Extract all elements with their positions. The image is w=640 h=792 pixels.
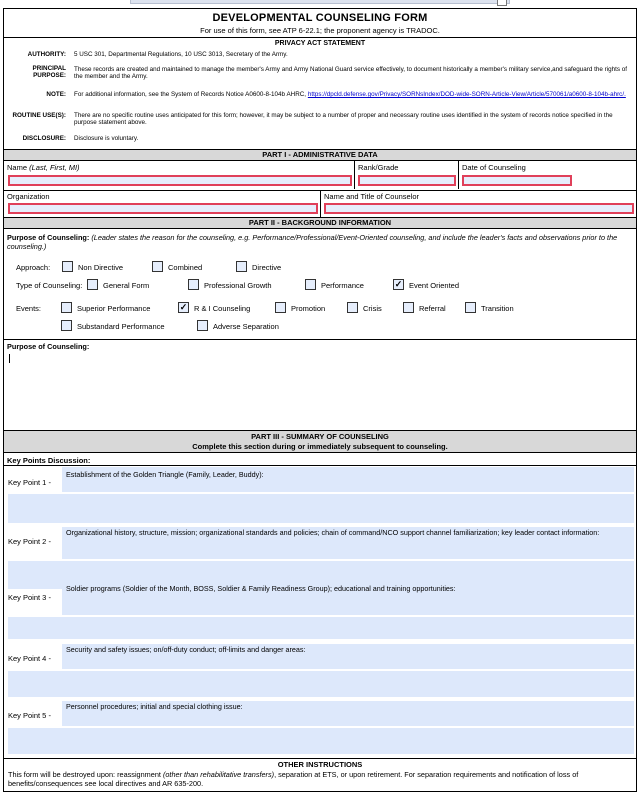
name-hint: (Last, First, MI) (29, 163, 80, 172)
divider (4, 37, 636, 38)
option-crisis: Crisis (363, 304, 382, 313)
option-referral: Referral (419, 304, 446, 313)
viewer-top-toolbar (130, 0, 510, 4)
checkbox-event-oriented[interactable]: ✓ (394, 279, 403, 289)
key-point-1-notes-field[interactable] (8, 494, 634, 523)
toolbar-dropdown-icon[interactable] (497, 0, 507, 6)
key-point-1-text: Establishment of the Golden Triangle (Family, Leader, Buddy): (66, 470, 264, 479)
option-non-directive: Non Directive (78, 263, 124, 272)
purpose-instructions (7, 233, 635, 251)
part3-title: PART III - SUMMARY OF COUNSELING (251, 432, 389, 441)
other-text-2: , separation at ETS, or upon retirement. For separation requirements and notification of loss of benefits/consequences see local directives and AR 635-200. (8, 770, 579, 788)
divider (4, 758, 636, 759)
option-adverse-separation: Adverse Separation (213, 322, 279, 331)
key-point-5-notes-field[interactable] (8, 728, 634, 754)
key-point-2-label: Key Point 2 - (8, 537, 51, 546)
routine-uses-text: There are no specific routine uses anticipated for this form; however, it may be subject to a number of proper and necessary routine uses identified in the system of records notice specified in the purpose statement above. (74, 112, 613, 126)
checkbox-combined[interactable] (152, 261, 163, 272)
divider (458, 161, 459, 189)
checkbox-superior-performance[interactable] (61, 302, 72, 313)
option-combined: Combined (168, 263, 203, 272)
authority-text: 5 USC 301, Departmental Regulations, 10 USC 3013, Secretary of the Army. (74, 51, 288, 58)
disclosure-label: DISCLOSURE: (22, 135, 66, 142)
key-point-3-label: Key Point 3 - (8, 593, 51, 602)
option-event-oriented: Event Oriented (409, 281, 460, 290)
part3-subtitle: Complete this section during or immediately subsequent to counseling. (192, 442, 448, 451)
other-text-1: This form will be destroyed upon: reassignment (8, 770, 163, 779)
divider (320, 190, 321, 218)
key-point-3-text: Soldier programs (Soldier of the Month, BOSS, Soldier & Family Readiness Group); educational and training opportunities: (66, 584, 456, 593)
date-label: Date of Counseling (462, 163, 526, 172)
approach-label: Approach: (16, 263, 51, 272)
checkbox-professional-growth[interactable] (188, 279, 199, 290)
key-point-3-notes-field[interactable] (8, 617, 634, 639)
key-point-1-label: Key Point 1 - (8, 478, 51, 487)
name-label: Name (7, 163, 28, 172)
checkbox-non-directive[interactable] (62, 261, 73, 272)
key-point-2-text: Organizational history, structure, mission; organizational standards and policies; chain of command/NCO support channel familiarization; key leader contact information: (66, 528, 600, 537)
checkbox-r-and-i-counseling[interactable]: ✓ (179, 302, 188, 312)
purpose-instr-label: Purpose of Counseling: (7, 233, 90, 242)
purpose-label: PRINCIPAL PURPOSE: (32, 65, 66, 79)
checkbox-substandard-performance[interactable] (61, 320, 72, 331)
note-label: NOTE: (46, 91, 66, 98)
date-input[interactable] (462, 175, 572, 186)
name-input[interactable] (8, 175, 352, 186)
other-text-italic: (other than rehabilitative transfers) (162, 770, 275, 779)
routine-uses-label: ROUTINE USE(S): (12, 112, 66, 119)
option-superior-performance: Superior Performance (77, 304, 151, 313)
counseling-form (3, 8, 637, 792)
purpose-text: These records are created and maintained to manage the member's Army and Army National Guard service effectively, to document historically a member's military service,and safeguard the rights of the member and the Army. (74, 66, 628, 80)
authority-label: AUTHORITY: (27, 51, 66, 58)
option-directive: Directive (252, 263, 282, 272)
checkbox-promotion[interactable] (275, 302, 286, 313)
divider (4, 339, 636, 340)
counselor-input[interactable] (324, 203, 634, 214)
other-instructions-text (8, 770, 634, 788)
disclosure-text: Disclosure is voluntary. (74, 135, 139, 142)
note-body: For additional information, see the System of Records Notice A0600-8-104b AHRC, (74, 91, 307, 98)
option-general-form: General Form (103, 281, 150, 290)
option-performance: Performance (321, 281, 364, 290)
organization-label: Organization (7, 192, 50, 201)
option-promotion: Promotion (291, 304, 326, 313)
form-subtitle: For use of this form, see ATP 6-22.1; the proponent agency is TRADOC. (200, 26, 440, 35)
key-points-heading: Key Points Discussion: (7, 456, 91, 465)
checkbox-referral[interactable] (403, 302, 414, 313)
events-label: Events: (16, 304, 42, 313)
organization-input[interactable] (8, 203, 318, 214)
key-point-4-label: Key Point 4 - (8, 654, 51, 663)
note-text (74, 91, 634, 98)
part2-heading: PART II - BACKGROUND INFORMATION (4, 217, 636, 229)
option-transition: Transition (481, 304, 514, 313)
rank-input[interactable] (358, 175, 456, 186)
privacy-heading: PRIVACY ACT STATEMENT (274, 40, 366, 47)
text-cursor (9, 354, 10, 363)
option-r-and-i-counseling: R & I Counseling (194, 304, 251, 313)
part1-heading: PART I - ADMINISTRATIVE DATA (4, 149, 636, 161)
checkbox-adverse-separation[interactable] (197, 320, 208, 331)
checkbox-directive[interactable] (236, 261, 247, 272)
form-title: DEVELOPMENTAL COUNSELING FORM (212, 12, 428, 24)
other-instructions-heading: OTHER INSTRUCTIONS (277, 760, 363, 769)
key-point-5-label: Key Point 5 - (8, 711, 51, 720)
purpose-instr-hint: (Leader states the reason for the counseling, e.g. Performance/Professional/Event-Oriented counseling, and include the leader's facts and observations prior to the counseling.) (7, 233, 618, 251)
part3-heading (4, 430, 636, 453)
checkbox-general-form[interactable] (87, 279, 98, 290)
option-substandard-performance: Substandard Performance (77, 322, 165, 331)
key-point-5-text: Personnel procedures; initial and special clothing issue: (66, 702, 243, 711)
key-point-4-notes-field[interactable] (8, 671, 634, 697)
name-field-label (7, 163, 80, 172)
divider (4, 465, 636, 466)
key-point-4-text: Security and safety issues; on/off-duty conduct; off-limits and danger areas: (66, 645, 306, 654)
checkbox-performance[interactable] (305, 279, 316, 290)
purpose-field-label: Purpose of Counseling: (7, 342, 90, 351)
option-professional-growth: Professional Growth (204, 281, 272, 290)
sorn-link[interactable]: https://dpcld.defense.gov/Privacy/SORNsIndex/DOD-wide-SORN-Article-View/Article/570061/a0600-8-104b-ahrc/. (307, 91, 626, 98)
purpose-textarea[interactable] (8, 352, 634, 428)
counselor-label: Name and Title of Counselor (324, 192, 420, 201)
checkbox-transition[interactable] (465, 302, 476, 313)
type-label: Type of Counseling: (16, 281, 83, 290)
divider (354, 161, 355, 189)
rank-label: Rank/Grade (358, 163, 399, 172)
checkbox-crisis[interactable] (347, 302, 358, 313)
